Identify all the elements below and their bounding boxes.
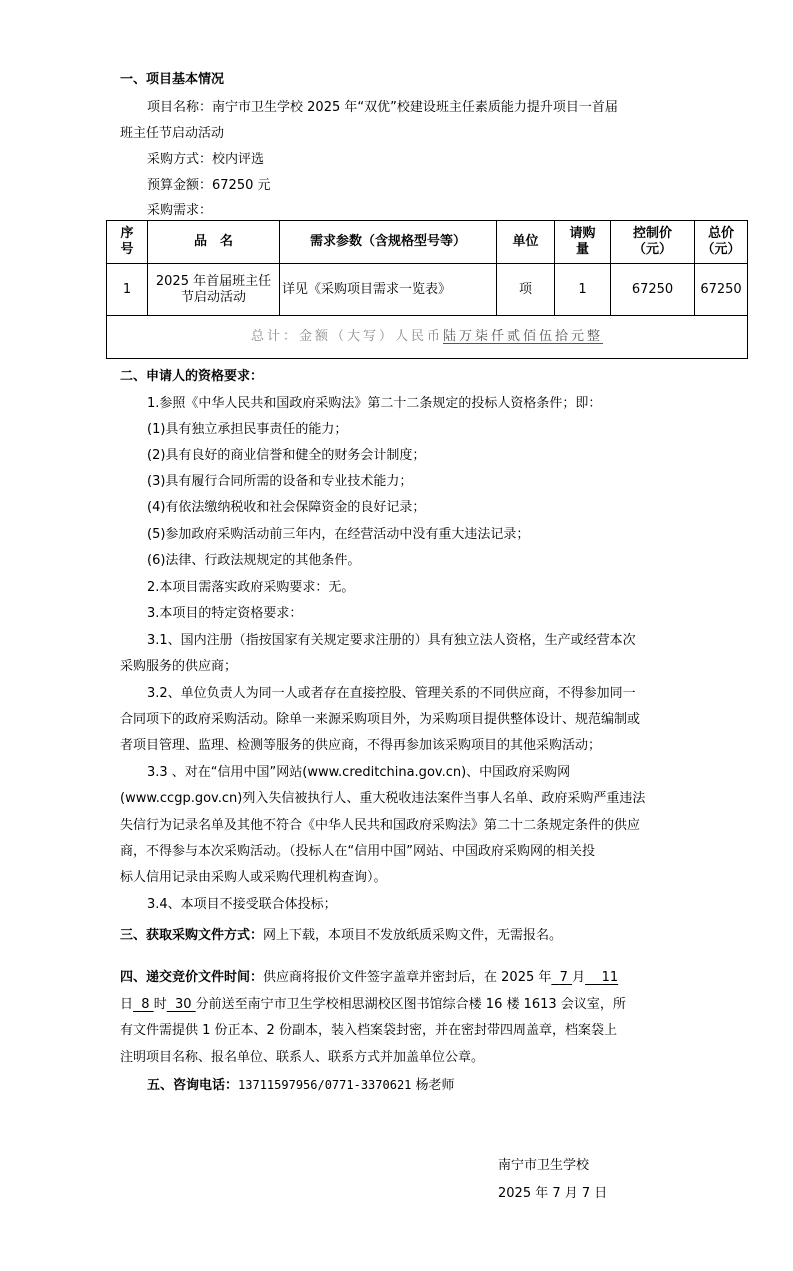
budget-amount: [147, 178, 271, 194]
qualification-item-2: 2.本项目需落实政府采购要求：无。: [147, 580, 355, 595]
section3: [120, 928, 562, 944]
submit-minute: 30: [174, 997, 192, 1012]
contact-person: 杨老师: [415, 1078, 455, 1093]
total-label: 总计：金额（大写）人民币: [250, 329, 443, 344]
condition-5: (5)参加政府采购活动前三年内，在经营活动中没有重大违法记录；: [147, 527, 530, 542]
cell-quantity: 1: [555, 264, 611, 316]
cell-params: 详见《采购项目需求一览表》: [280, 264, 497, 316]
item-3-2-line2: 合同项下的政府采购活动。除单一来源采购项目外，为采购项目提供整体设计、规范编制或: [120, 712, 641, 727]
section5: [147, 1077, 455, 1094]
col-header-name: 品 名: [148, 221, 280, 264]
total-cell: [107, 316, 748, 359]
item-3-3-line4: 商，不得参与本次采购活动。（投标人在“信用中国”网站、中国政府采购网的相关投: [120, 844, 595, 859]
item-3-3-line1: 3.3 、对在“信用中国”网站(www.creditchina.gov.cn)、中国政府采购网: [147, 765, 571, 780]
condition-2: (2)具有良好的商业信誉和健全的财务会计制度；: [147, 448, 426, 463]
condition-4: (4)有依法缴纳税收和社会保障资金的良好记录；: [147, 500, 426, 515]
method-label: 采购方式：: [147, 152, 213, 167]
budget-value: 67250 元: [212, 178, 271, 193]
col-header-control-price: 控制价 （元）: [611, 221, 695, 264]
item-3-1-line1: 3.1、国内注册（指按国家有关规定要求注册的）具有独立法人资格，生产或经营本次: [147, 633, 636, 648]
requirements-table: [106, 220, 748, 359]
requirements-label: 采购需求：: [147, 203, 213, 218]
procurement-method: [147, 152, 264, 168]
project-name-line2: 班主任节启动活动: [120, 126, 225, 141]
section4-heading: 四、递交竞价文件时间：: [120, 970, 264, 985]
item-3-1-line2: 采购服务的供应商；: [120, 659, 238, 674]
cell-total-price: 67250: [695, 264, 748, 316]
section4-line2: 日 8 时 30 分前送至南宁市卫生学校相思湖校区图书馆综合楼 16 楼 1613 会议室，所: [120, 997, 626, 1012]
submit-month: 7: [559, 970, 568, 985]
item-3-4: 3.4、本项目不接受联合体投标；: [147, 897, 337, 912]
item-3-3-line3: 失信行为记录名单及其他不符合《中华人民共和国政府采购法》第二十二条规定条件的供应: [120, 818, 641, 833]
budget-label: 预算金额：: [147, 178, 213, 193]
col-header-total-price: 总价 （元）: [695, 221, 748, 264]
section4-line1: 四、递交竞价文件时间：供应商将报价文件签字盖章并密封后，在 2025 年 7 月 11: [120, 970, 619, 985]
col-header-unit: 单位: [497, 221, 555, 264]
condition-1: (1)具有独立承担民事责任的能力；: [147, 422, 348, 437]
cell-name: 2025 年首届班主任 节启动活动: [148, 264, 280, 316]
signature-org: 南宁市卫生学校: [498, 1158, 590, 1173]
table-total-row: [107, 316, 748, 359]
condition-6: (6)法律、行政法规规定的其他条件。: [147, 553, 361, 568]
item-3-2-line1: 3.2、单位负责人为同一人或者存在直接控股、管理关系的不同供应商，不得参加同一: [147, 686, 636, 701]
signature-date: 2025 年 7 月 7 日: [498, 1186, 608, 1201]
section3-text: 网上下载，本项目不发放纸质采购文件，无需报名。: [263, 928, 563, 943]
project-name-value: 南宁市卫生学校 2025 年“双优”校建设班主任素质能力提升项目一首届: [212, 100, 618, 115]
total-amount-words: 陆万柒仟贰佰伍拾元整: [443, 329, 604, 344]
table-header-row: [107, 221, 748, 264]
col-header-index: 序 号: [107, 221, 148, 264]
section3-heading: 三、获取采购文件方式：: [120, 928, 264, 943]
section4-line3: 有文件需提供 1 份正本、2 份副本，装入档案袋封密，并在密封带四周盖章，档案袋上: [120, 1023, 617, 1038]
section1-heading: 一、项目基本情况: [120, 72, 225, 87]
section5-heading: 五、咨询电话：: [147, 1078, 239, 1093]
item-3-3-line5: 标人信用记录由采购人或采购代理机构查询）。: [120, 870, 387, 885]
cell-unit: 项: [497, 264, 555, 316]
item-3-2-line3: 者项目管理、监理、检测等服务的供应商，不得再参加该采购项目的其他采购活动；: [120, 738, 602, 753]
submit-day: 11: [601, 970, 619, 985]
project-name-line1: [147, 100, 618, 116]
qualification-item-1: 1.参照《中华人民共和国政府采购法》第二十二条规定的投标人资格条件；即：: [147, 396, 602, 411]
table-row: [107, 264, 748, 316]
item-3-3-line2: (www.ccgp.gov.cn)列入失信被执行人、重大税收违法案件当事人名单、政府采购严重违法: [120, 791, 646, 806]
qualification-item-3: 3.本项目的特定资格要求：: [147, 606, 303, 621]
condition-3: (3)具有履行合同所需的设备和专业技术能力；: [147, 474, 413, 489]
cell-index: 1: [107, 264, 148, 316]
col-header-quantity: 请购 量: [555, 221, 611, 264]
contact-phone: 13711597956/0771-3370621: [238, 1078, 412, 1092]
section2-heading: 二、申请人的资格要求：: [120, 369, 264, 384]
method-value: 校内评选: [212, 152, 265, 167]
cell-control-price: 67250: [611, 264, 695, 316]
col-header-params: 需求参数（含规格型号等）: [280, 221, 497, 264]
submit-hour: 8: [141, 997, 150, 1012]
section4-line4: 注明项目名称、报名单位、联系人、联系方式并加盖单位公章。: [120, 1050, 485, 1065]
project-name-label: 项目名称：: [147, 100, 213, 115]
